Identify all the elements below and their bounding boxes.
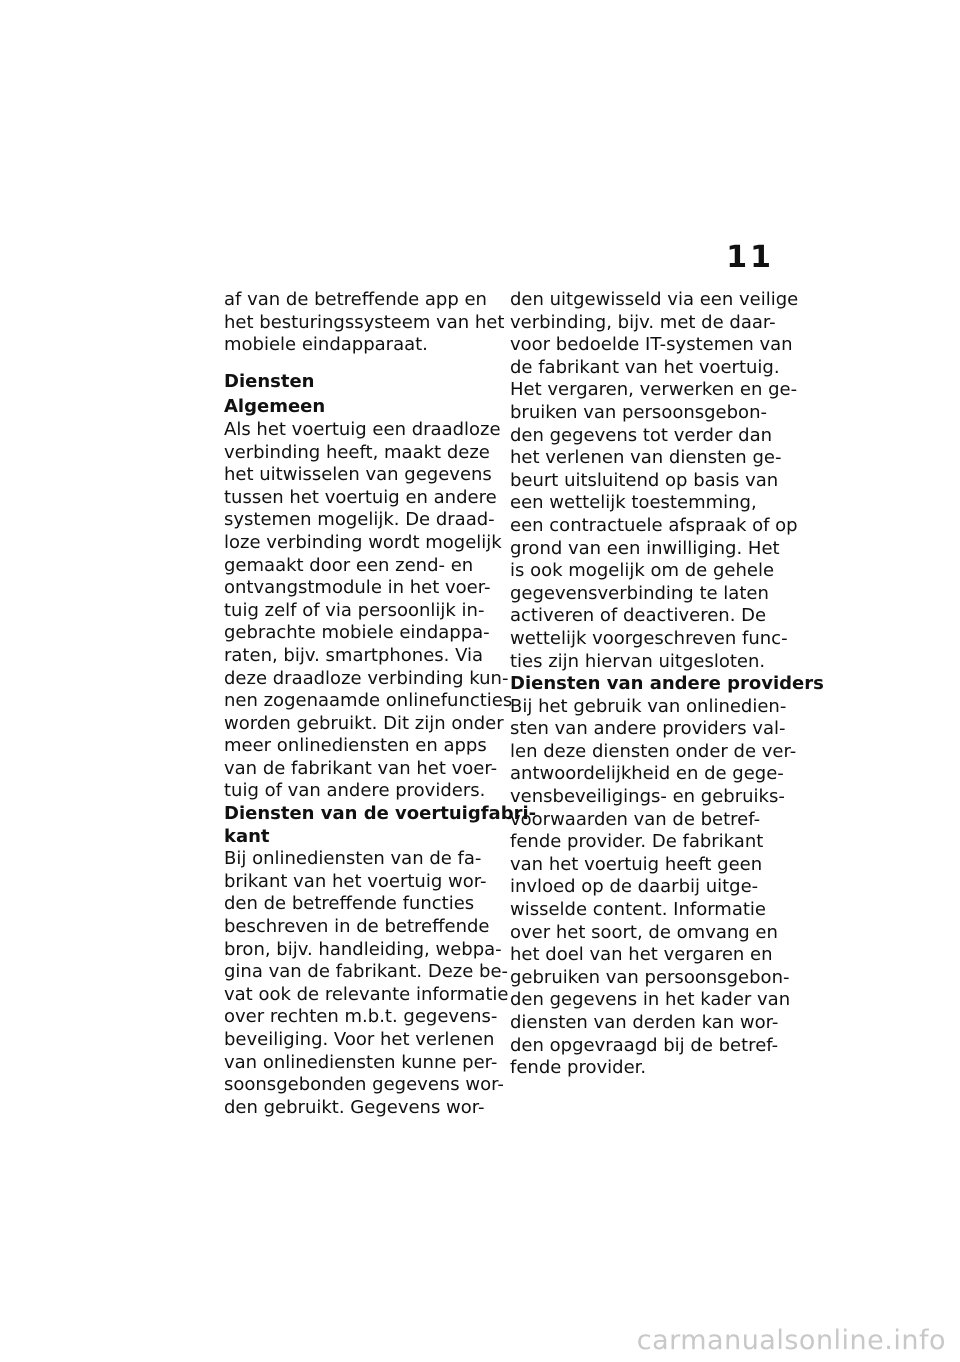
text-line: tuig zelf of via persoonlijk in- (224, 599, 485, 621)
heading-line: kant (224, 825, 270, 847)
text-line: Het vergaren, verwerken en ge- (510, 379, 798, 401)
text-line: den de betreffende functies (224, 893, 475, 915)
page-number: 11 (726, 240, 774, 275)
text-line: gemaakt door een zend- en (224, 554, 474, 576)
text-line: fende provider. (510, 1057, 647, 1079)
text-line: gebruiken van persoonsgebon- (510, 966, 790, 988)
text-line: antwoordelijkheid en de gege- (510, 763, 784, 785)
text-line: meer onlinediensten en apps (224, 735, 487, 757)
text-line: een wettelijk toestemming, (510, 492, 757, 514)
text-line: voorwaarden van de betref- (510, 808, 761, 830)
text-line: Bij het gebruik van onlinedien- (510, 695, 787, 717)
watermark: carmanualsonline.info (636, 1325, 946, 1356)
text-line: het uitwisselen van gegevens (224, 464, 492, 486)
text-line: Bij onlinediensten van de fa- (224, 848, 482, 870)
text-line: beschreven in de betreffende (224, 916, 490, 938)
text-line: het verlenen van diensten ge- (510, 447, 782, 469)
text-line: loze verbinding wordt mogelijk (224, 531, 502, 553)
text-line: bron, bijv. handleiding, webpa- (224, 938, 502, 960)
text-line: ties zijn hiervan uitgesloten. (510, 650, 766, 672)
text-line: gina van de fabrikant. Deze be- (224, 961, 509, 983)
text-line: brikant van het voertuig wor- (224, 870, 487, 892)
right-column (510, 289, 824, 1080)
text-line: den gegevens tot verder dan (510, 424, 773, 446)
text-line: invloed op de daarbij uitge- (510, 876, 759, 898)
text-line: gebrachte mobiele eindappa- (224, 622, 490, 644)
text-line: mobiele eindapparaat. (224, 334, 428, 356)
text-line: Als het voertuig een draadloze (224, 418, 501, 440)
text-line: vensbeveiligings- en gebruiks- (510, 786, 785, 808)
heading-manufacturer-services (224, 803, 537, 848)
text-line: soonsgebonden gegevens wor- (224, 1074, 504, 1096)
text-line: vat ook de relevante informatie (224, 983, 509, 1005)
text-line: is ook mogelijk om de gehele (510, 560, 775, 582)
text-line: den opgevraagd bij de betref- (510, 1034, 779, 1056)
text-line: sten van andere providers val- (510, 718, 786, 740)
text-line: het doel van het vergaren en (510, 944, 773, 966)
general-paragraph (224, 418, 513, 803)
intro-paragraph (224, 289, 505, 357)
text-line: van de fabrikant van het voer- (224, 757, 498, 779)
text-line: tuig of van andere providers. (224, 780, 486, 802)
text-line: wettelijk voorgeschreven func- (510, 627, 788, 649)
text-line: een contractuele afspraak of op (510, 514, 798, 536)
other-providers-paragraph (510, 695, 797, 1080)
text-line: den gegevens in het kader van (510, 989, 791, 1011)
heading-diensten: Diensten (224, 370, 315, 392)
text-line: van het voertuig heeft geen (510, 853, 763, 875)
text-line: grond van een inwilliging. Het (510, 537, 780, 559)
text-line: bruiken van persoonsgebon- (510, 401, 767, 423)
text-line: diensten van derden kan wor- (510, 1012, 779, 1033)
text-line: beveiliging. Voor het verlenen (224, 1029, 495, 1050)
text-line: voor bedoelde IT-systemen van (510, 334, 793, 356)
manufacturer-paragraph (224, 848, 509, 1119)
text-line: den uitgewisseld via een veilige (510, 289, 799, 310)
text-line: het besturingssysteem van het (224, 311, 505, 333)
left-column (224, 289, 537, 1119)
text-line: over rechten m.b.t. gegevens- (224, 1006, 498, 1028)
text-line: tussen het voertuig en andere (224, 486, 497, 508)
text-line: deze draadloze verbinding kun- (224, 667, 509, 689)
text-line: verbinding, bijv. met de daar- (510, 311, 776, 333)
text-line: beurt uitsluitend op basis van (510, 469, 779, 491)
continuation-paragraph (510, 289, 799, 673)
text-line: gegevensverbinding te laten (510, 582, 769, 604)
text-line: de fabrikant van het voertuig. (510, 356, 780, 378)
text-line: den gebruikt. Gegevens wor- (224, 1096, 485, 1118)
text-line: over het soort, de omvang en (510, 921, 778, 943)
heading-line: Diensten van de voertuigfabri- (224, 803, 537, 825)
text-line: len deze diensten onder de ver- (510, 740, 797, 762)
text-line: verbinding heeft, maakt deze (224, 441, 490, 463)
text-line: af van de betreffende app en (224, 289, 487, 310)
heading-other-providers: Diensten van andere providers (510, 673, 824, 695)
text-line: van onlinediensten kunne per- (224, 1051, 498, 1073)
text-line: nen zogenaamde onlinefuncties (224, 690, 513, 712)
text-line: fende provider. De fabrikant (510, 831, 764, 853)
text-line: ontvangstmodule in het voer- (224, 577, 491, 599)
text-line: worden gebruikt. Dit zijn onder (224, 712, 504, 734)
text-line: systemen mogelijk. De draad- (224, 509, 495, 531)
text-line: raten, bijv. smartphones. Via (224, 644, 484, 666)
text-line: activeren of deactiveren. De (510, 605, 767, 627)
text-line: wisselde content. Informatie (510, 899, 766, 921)
heading-algemeen: Algemeen (224, 396, 326, 418)
